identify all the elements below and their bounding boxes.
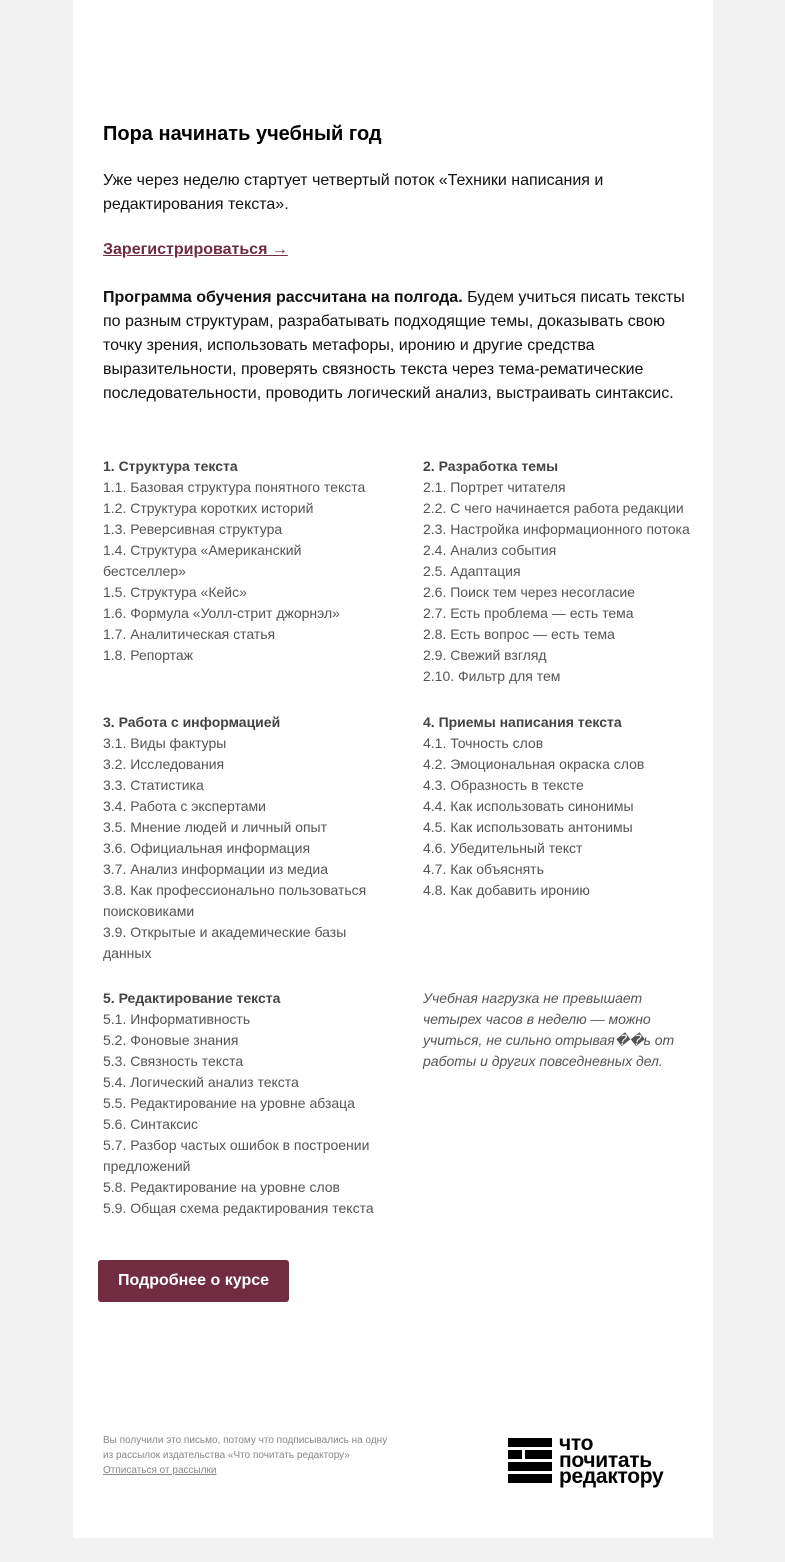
footer-disclaimer [103, 1433, 388, 1478]
module-item: 2.3. Настройка информационного потока [423, 521, 690, 537]
module-item: 4.6. Убедительный текст [423, 840, 583, 856]
module-2 [423, 456, 703, 687]
module-item: 2.8. Есть вопрос — есть тема [423, 626, 615, 642]
module-item: 1.3. Реверсивная структура [103, 521, 283, 537]
module-item: 1.1. Базовая структура понятного текста [103, 479, 366, 495]
unsubscribe-link[interactable]: Отписаться от рассылки [103, 1465, 217, 1476]
module-item: 3.6. Официальная информация [103, 840, 311, 856]
module-item: 5.2. Фоновые знания [103, 1032, 239, 1048]
course-details-button[interactable]: Подробнее о курсе [98, 1260, 289, 1302]
logo-line: что [559, 1432, 594, 1455]
module-item: 1.8. Репортаж [103, 647, 194, 663]
module-item: 5.9. Общая схема редактирования текста [103, 1200, 374, 1216]
module-item: 2.1. Портрет читателя [423, 479, 566, 495]
module-item: 3.9. Открытые и академические базы данных [103, 924, 347, 961]
module-item: 3.3. Статистика [103, 777, 204, 793]
logo-line: почитать [559, 1448, 652, 1472]
module-item: 4.5. Как использовать антонимы [423, 819, 633, 835]
logo-wordmark [559, 1432, 664, 1488]
module-item: 3.4. Работа с экспертами [103, 798, 266, 814]
email-card [73, 0, 713, 1538]
module-title: 3. Работа с информацией [103, 714, 281, 730]
module-item: 4.1. Точность слов [423, 735, 544, 751]
footer-text: Вы получили это письмо, потому что подписывались на одну из рассылок издательства «Что почитать редактору» [103, 1435, 388, 1461]
email-title: Пора начинать учебный год [103, 123, 382, 145]
program-paragraph [103, 286, 688, 406]
module-item: 2.2. С чего начинается работа редакции [423, 500, 684, 516]
module-item: 5.6. Синтаксис [103, 1116, 199, 1132]
module-item: 5.8. Редактирование на уровне слов [103, 1179, 340, 1195]
module-item: 4.2. Эмоциональная окраска слов [423, 756, 645, 772]
module-1 [103, 456, 378, 666]
module-item: 2.7. Есть проблема — есть тема [423, 605, 634, 621]
module-item: 4.8. Как добавить иронию [423, 882, 590, 898]
module-title: 4. Приемы написания текста [423, 714, 622, 730]
program-text: Будем учиться писать тексты по разным структурам, разрабатывать подходящие темы, доказывать свою точку зрения, использовать метафоры, иронию и другие средства выразительности, проверять связность текста через тема-рематические последовательности, проводить логический анализ, выстраивать синтаксис. [103, 289, 685, 402]
program-bold-text: Программа обучения рассчитана на полгода. [103, 289, 463, 306]
module-item: 2.6. Поиск тем через несогласие [423, 584, 635, 600]
module-item: 1.5. Структура «Кейс» [103, 584, 247, 600]
module-item: 5.5. Редактирование на уровне абзаца [103, 1095, 355, 1111]
module-item: 1.4. Структура «Американский бестселлер» [103, 542, 302, 579]
module-5 [103, 988, 378, 1219]
module-title: 2. Разработка темы [423, 458, 559, 474]
intro-paragraph: Уже через неделю стартует четвертый поток «Техники написания и редактирования текста». [103, 172, 604, 213]
module-item: 1.6. Формула «Уолл-стрит джорнэл» [103, 605, 340, 621]
stacked-bars-icon [508, 1438, 552, 1486]
workload-note: Учебная нагрузка не превышает четырех часов в неделю — можно учиться, не сильно отрывая��ь от работы и других повседневных дел. [423, 990, 675, 1069]
module-item: 3.1. Виды фактуры [103, 735, 227, 751]
module-item: 2.10. Фильтр для тем [423, 668, 561, 684]
module-3 [103, 712, 378, 964]
module-item: 1.7. Аналитическая статья [103, 626, 276, 642]
module-item: 2.9. Свежий взгляд [423, 647, 547, 663]
module-title: 1. Структура текста [103, 458, 238, 474]
module-item: 1.2. Структура коротких историй [103, 500, 314, 516]
module-item: 3.5. Мнение людей и личный опыт [103, 819, 328, 835]
module-item: 5.4. Логический анализ текста [103, 1074, 299, 1090]
module-item: 4.3. Образность в тексте [423, 777, 584, 793]
module-4 [423, 712, 703, 901]
module-title: 5. Редактирование текста [103, 990, 281, 1006]
module-item: 3.2. Исследования [103, 756, 225, 772]
register-link[interactable]: Зарегистрироваться → [103, 241, 288, 258]
module-item: 4.7. Как объяснять [423, 861, 544, 877]
logo-line: редактору [559, 1465, 664, 1488]
module-item: 3.8. Как профессионально пользоваться поисковиками [103, 882, 367, 919]
module-item: 2.5. Адаптация [423, 563, 521, 579]
publisher-logo[interactable] [508, 1432, 688, 1488]
module-item: 3.7. Анализ информации из медиа [103, 861, 329, 877]
module-item: 5.7. Разбор частых ошибок в построении предложений [103, 1137, 370, 1174]
module-item: 2.4. Анализ события [423, 542, 557, 558]
module-item: 5.3. Связность текста [103, 1053, 244, 1069]
module-item: 5.1. Информативность [103, 1011, 251, 1027]
module-item: 4.4. Как использовать синонимы [423, 798, 634, 814]
